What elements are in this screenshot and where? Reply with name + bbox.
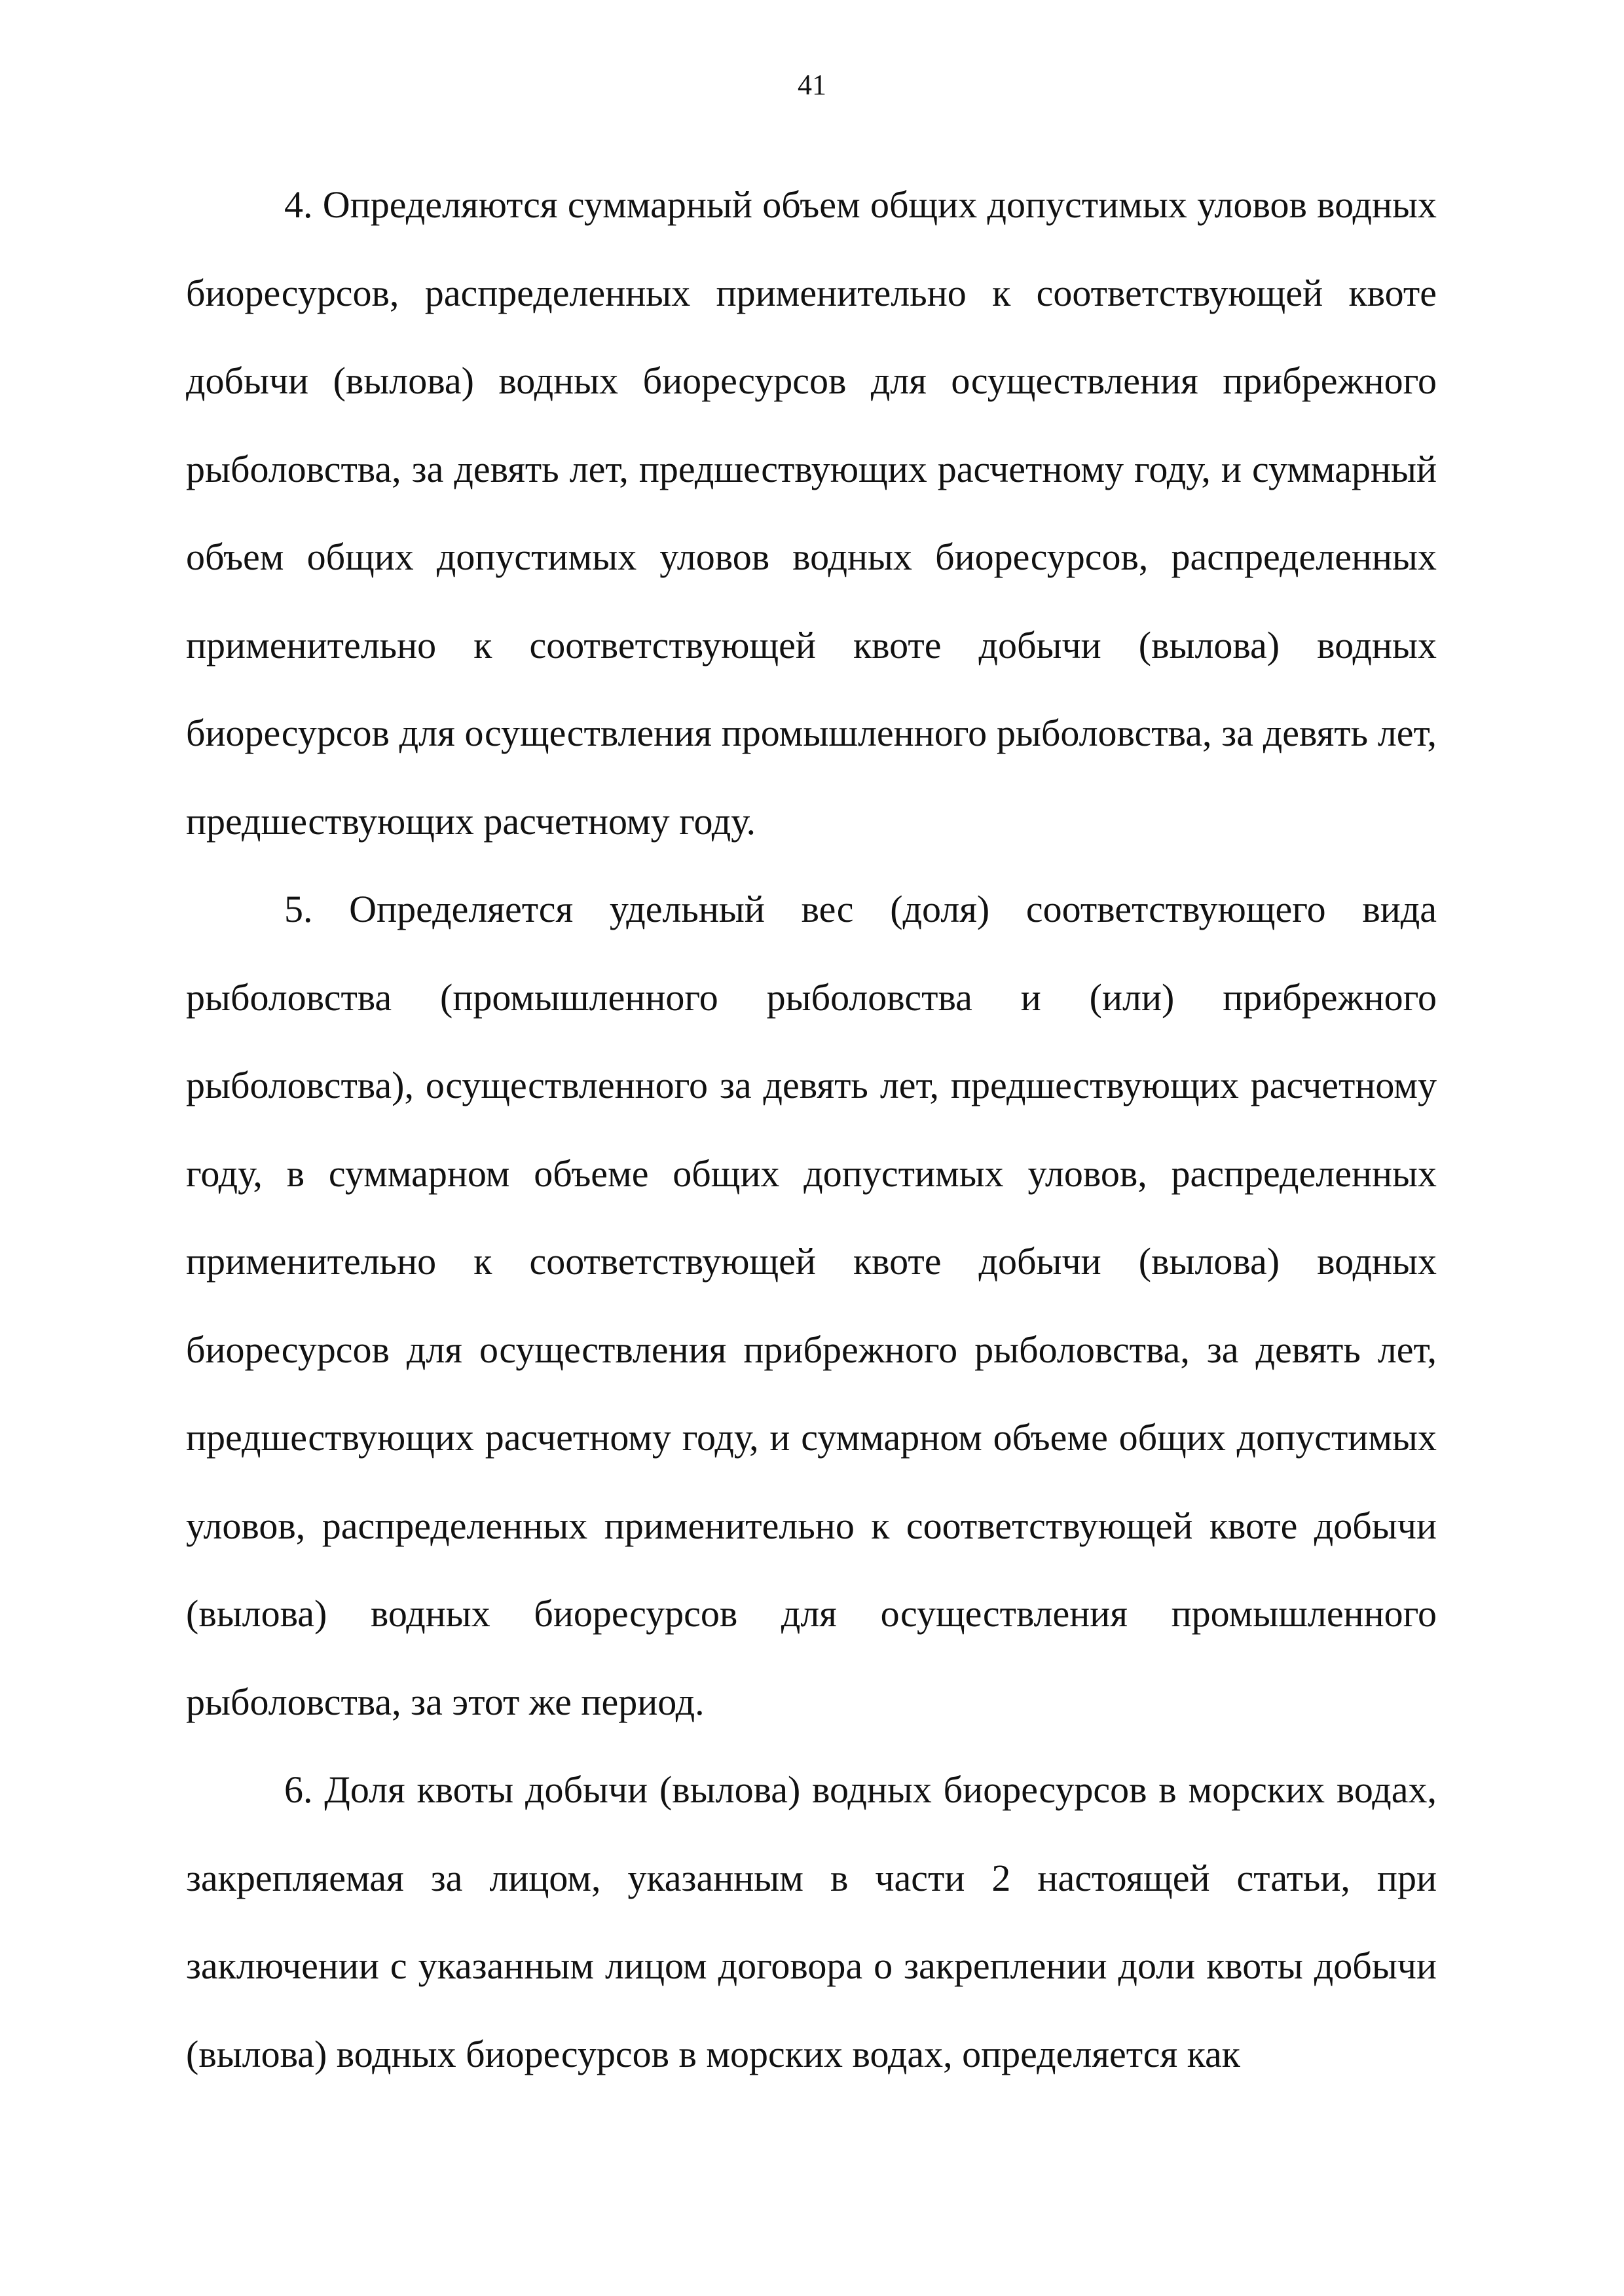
page-number: 41 — [798, 69, 826, 101]
document-body — [186, 161, 1437, 2098]
paragraph-6: 6. Доля квоты добычи (вылова) водных биоресурсов в морских водах, закрепляемая за лицом, указанным в части 2 настоящей статьи, при заключении с указанным лицом договора о закреплении доли квоты добычи (вылова) водных биоресурсов в морских водах, определяется как — [186, 1768, 1437, 2075]
paragraph-4: 4. Определяются суммарный объем общих допустимых уловов водных биоресурсов, распределенных применительно к соответствующей квоте добычи (вылова) водных биоресурсов для осуществления прибрежного рыболовства, за девять лет, предшествующих расчетному году, и суммарный объем общих допустимых уловов водных биоресурсов, распределенных применительно к соответствующей квоте добычи (вылова) водных биоресурсов для осуществления промышленного рыболовства, за девять лет, предшествующих расчетному году. — [186, 183, 1437, 843]
paragraph-5: 5. Определяется удельный вес (доля) соответствующего вида рыболовства (промышленного рыболовства и (или) прибрежного рыболовства), осуществленного за девять лет, предшествующих расчетному году, в суммарном объеме общих допустимых уловов, распределенных применительно к соответствующей квоте добычи (вылова) водных биоресурсов для осуществления прибрежного рыболовства, за девять лет, предшествующих расчетному году, и суммарном объеме общих допустимых уловов, распределенных применительно к соответствующей квоте добычи (вылова) водных биоресурсов для осуществления промышленного рыболовства, за этот же период. — [186, 888, 1437, 1723]
